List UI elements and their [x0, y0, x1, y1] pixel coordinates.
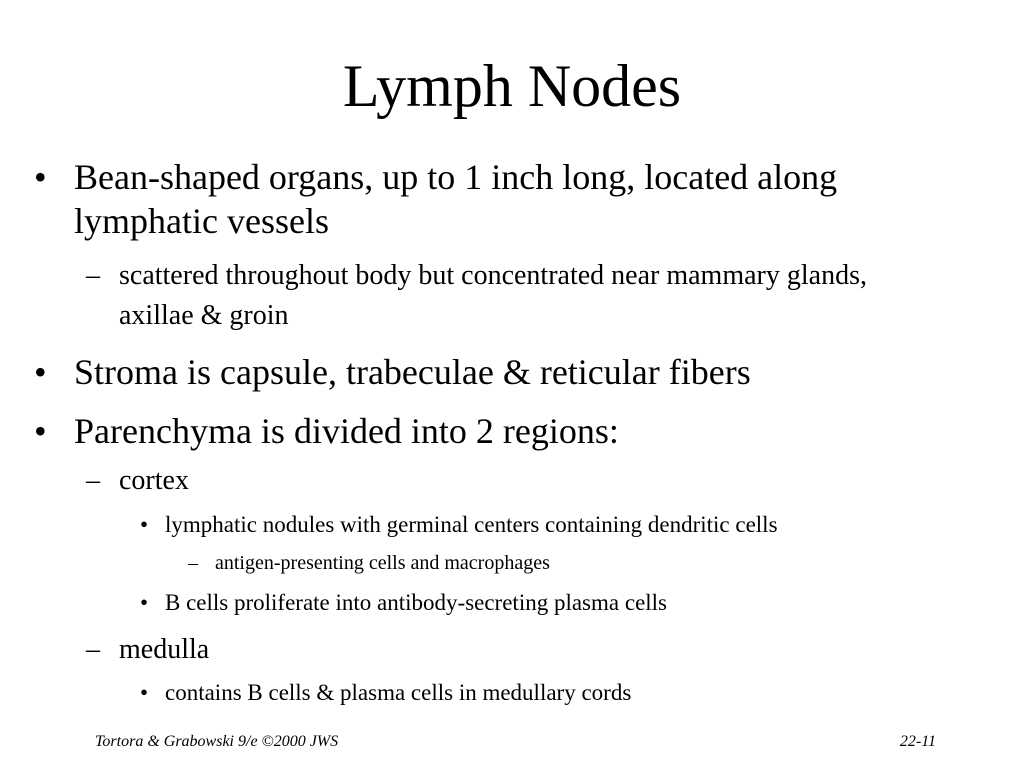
dash-marker: – — [86, 260, 100, 291]
bullet-marker: • — [140, 512, 149, 537]
bullet-text: lymphatic nodules with germinal centers containing dendritic cells — [165, 512, 778, 537]
bullet-marker: • — [140, 680, 149, 705]
bullet-marker: • — [140, 590, 149, 615]
bullet-l2-scattered — [86, 256, 936, 336]
bullet-text: Parenchyma is divided into 2 regions: — [74, 411, 619, 451]
bullet-text: antigen-presenting cells and macrophages — [215, 552, 550, 574]
dash-marker: – — [188, 552, 198, 574]
bullet-text: scattered throughout body but concentrated near mammary glands, axillae & groin — [119, 260, 867, 331]
bullet-l3-lymphatic-nodules — [140, 510, 940, 540]
bullet-l2-medulla — [86, 630, 936, 670]
bullet-l1-stroma — [34, 350, 934, 394]
bullet-text: B cells proliferate into antibody-secreting plasma cells — [165, 590, 668, 615]
bullet-text: medulla — [119, 634, 210, 665]
bullet-l1-bean-shaped — [34, 155, 934, 243]
bullet-text: cortex — [119, 465, 189, 496]
bullet-marker: • — [34, 411, 47, 451]
bullet-l1-parenchyma — [34, 409, 934, 453]
bullet-l4-antigen-presenting — [188, 550, 948, 576]
bullet-text: Stroma is capsule, trabeculae & reticular fibers — [74, 352, 751, 392]
bullet-l2-cortex — [86, 461, 936, 501]
bullet-marker: • — [34, 352, 47, 392]
slide-number: 22-11 — [899, 733, 936, 750]
slide-title: Lymph Nodes — [342, 53, 682, 119]
dash-marker: – — [86, 634, 100, 665]
bullet-text: Bean-shaped organs, up to 1 inch long, located along lymphatic vessels — [74, 157, 838, 241]
footer-credit: Tortora & Grabowski 9/e ©2000 JWS — [95, 733, 339, 750]
dash-marker: – — [86, 465, 100, 496]
bullet-text: contains B cells & plasma cells in medullary cords — [165, 680, 632, 705]
bullet-l3-contains-b-cells — [140, 678, 940, 708]
bullet-l3-b-cells-proliferate — [140, 588, 940, 618]
bullet-marker: • — [34, 157, 47, 197]
